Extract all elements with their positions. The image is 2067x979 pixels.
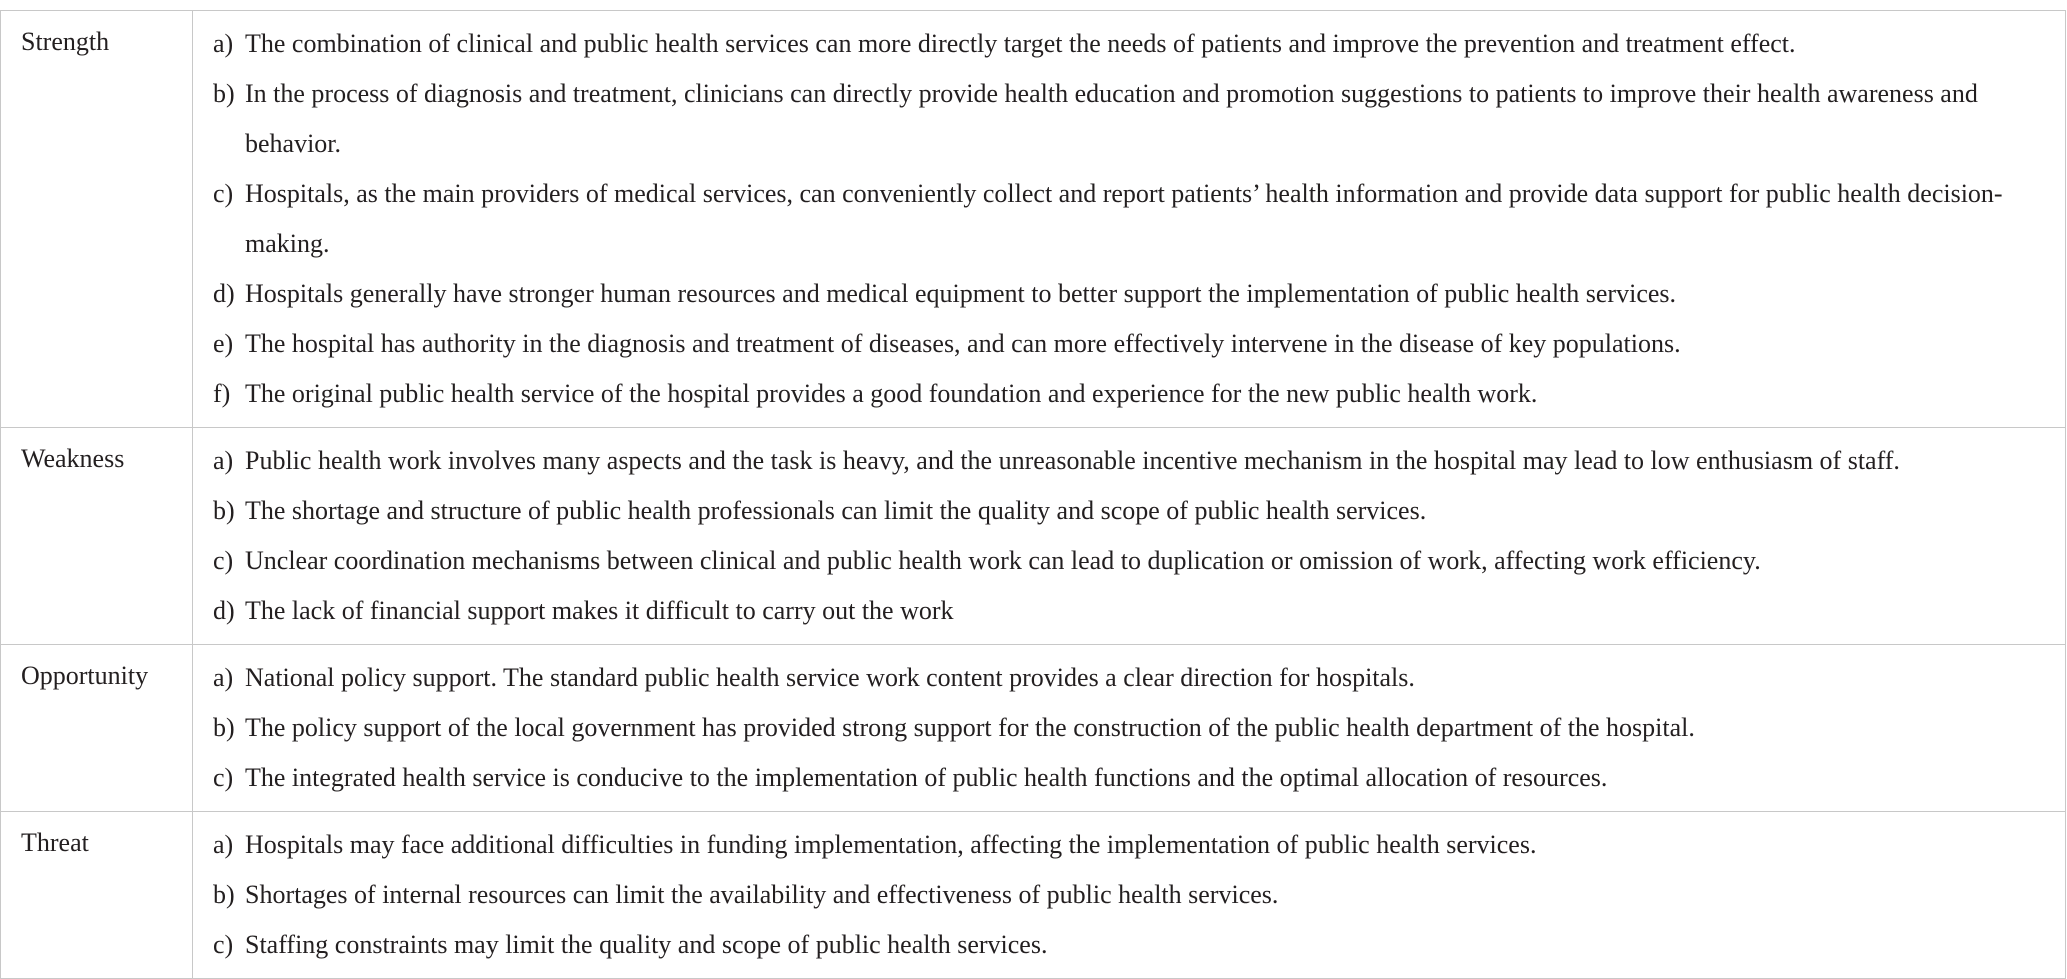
swot-table (0, 10, 2066, 979)
list-item (213, 69, 2045, 169)
category-label: Weakness (1, 428, 193, 645)
category-label: Strength (1, 11, 193, 428)
item-text: In the process of diagnosis and treatment, clinicians can directly provide health education and promotion suggestions to patients to improve their health awareness and behavior. (245, 79, 1978, 158)
list-item (213, 436, 2045, 486)
item-text: Unclear coordination mechanisms between clinical and public health work can lead to duplication or omission of work, affecting work efficiency. (245, 546, 1761, 575)
item-marker: a) (213, 446, 234, 475)
item-marker: c) (213, 546, 234, 575)
item-marker: c) (213, 179, 234, 208)
list-item (213, 169, 2045, 269)
item-marker: d) (213, 596, 235, 625)
item-marker: c) (213, 763, 234, 792)
list-item (213, 703, 2045, 753)
swot-row-threat (1, 812, 2066, 979)
list-item (213, 369, 2045, 419)
item-text: Hospitals may face additional difficulties in funding implementation, affecting the implementation of public health services. (245, 830, 1537, 859)
item-marker: d) (213, 279, 235, 308)
item-marker: e) (213, 329, 234, 358)
item-marker: a) (213, 29, 234, 58)
item-text: Hospitals, as the main providers of medical services, can conveniently collect and report patients’ health information and provide data support for public health decision-making. (245, 179, 2003, 258)
item-marker: b) (213, 496, 235, 525)
items-cell (193, 645, 2066, 812)
item-text: The hospital has authority in the diagnosis and treatment of diseases, and can more effectively intervene in the disease of key populations. (245, 329, 1681, 358)
swot-row-opportunity (1, 645, 2066, 812)
item-text: The shortage and structure of public health professionals can limit the quality and scope of public health services. (245, 496, 1427, 525)
category-label: Threat (1, 812, 193, 979)
items-cell (193, 812, 2066, 979)
item-marker: c) (213, 930, 234, 959)
item-text: The original public health service of the hospital provides a good foundation and experience for the new public health work. (245, 379, 1538, 408)
list-item (213, 920, 2045, 970)
list-item (213, 486, 2045, 536)
item-text: National policy support. The standard public health service work content provides a clear direction for hospitals. (245, 663, 1415, 692)
item-text: The combination of clinical and public health services can more directly target the needs of patients and improve the prevention and treatment effect. (245, 29, 1796, 58)
list-item (213, 319, 2045, 369)
item-marker: b) (213, 880, 235, 909)
category-label: Opportunity (1, 645, 193, 812)
list-item (213, 820, 2045, 870)
item-text: The integrated health service is conducive to the implementation of public health functions and the optimal allocation of resources. (245, 763, 1608, 792)
item-marker: b) (213, 79, 235, 108)
swot-row-weakness (1, 428, 2066, 645)
list-item (213, 870, 2045, 920)
item-text: Staffing constraints may limit the quality and scope of public health services. (245, 930, 1048, 959)
list-item (213, 269, 2045, 319)
item-marker: a) (213, 830, 234, 859)
list-item (213, 586, 2045, 636)
item-text: Public health work involves many aspects and the task is heavy, and the unreasonable incentive mechanism in the hospital may lead to low enthusiasm of staff. (245, 446, 1900, 475)
list-item (213, 19, 2045, 69)
item-marker: f) (213, 379, 231, 408)
items-cell (193, 428, 2066, 645)
item-marker: b) (213, 713, 235, 742)
list-item (213, 536, 2045, 586)
swot-table-body (1, 11, 2066, 979)
item-text: Hospitals generally have stronger human resources and medical equipment to better support the implementation of public health services. (245, 279, 1677, 308)
list-item (213, 753, 2045, 803)
item-text: Shortages of internal resources can limit the availability and effectiveness of public health services. (245, 880, 1279, 909)
items-cell (193, 11, 2066, 428)
list-item (213, 653, 2045, 703)
swot-row-strength (1, 11, 2066, 428)
item-marker: a) (213, 663, 234, 692)
item-text: The lack of financial support makes it difficult to carry out the work (245, 596, 954, 625)
item-text: The policy support of the local government has provided strong support for the construction of the public health department of the hospital. (245, 713, 1695, 742)
